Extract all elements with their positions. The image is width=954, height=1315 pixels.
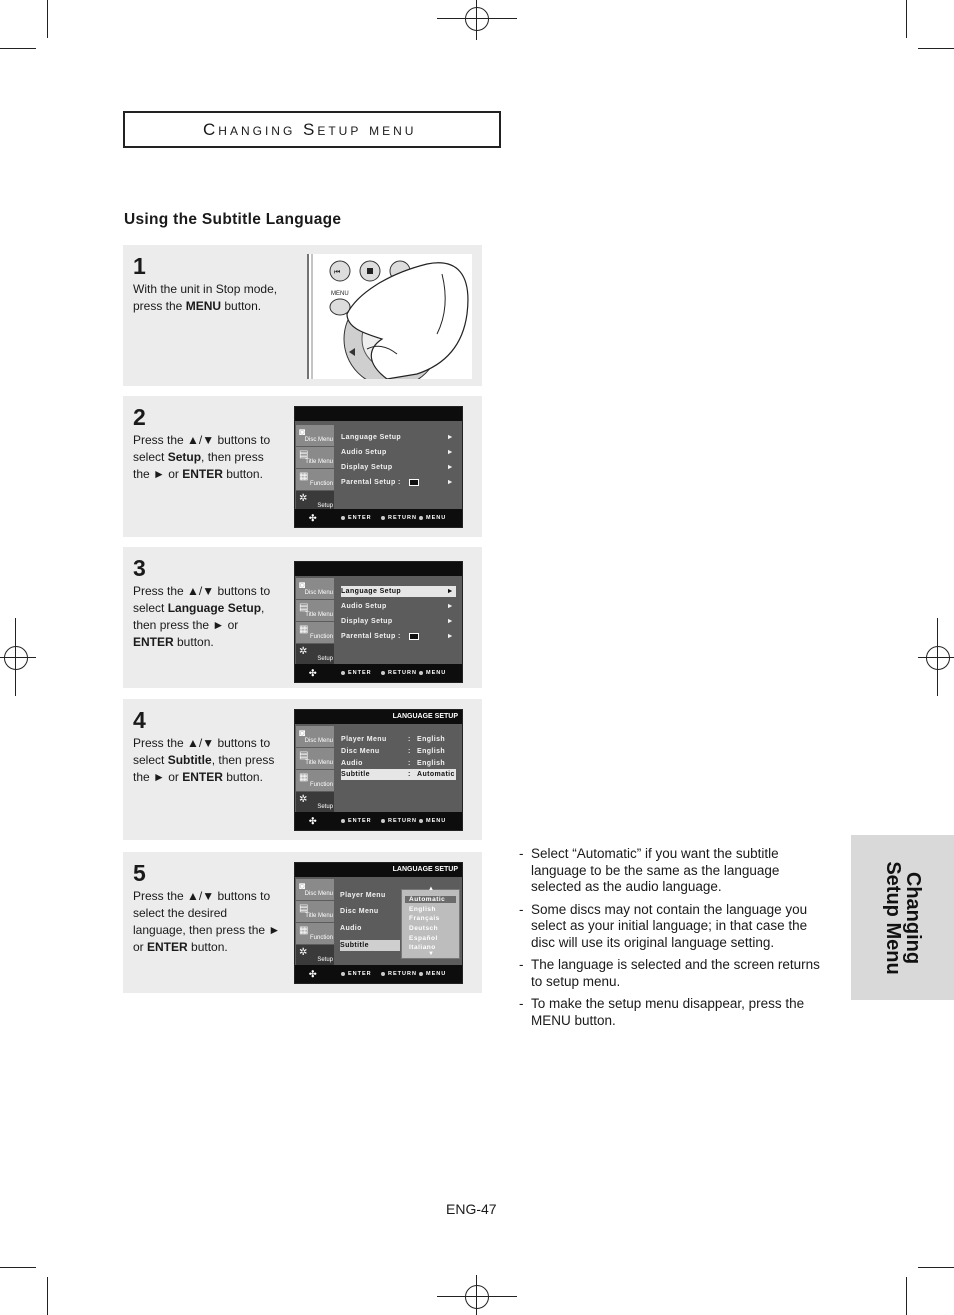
registration-mark: [4, 646, 28, 670]
crop-mark: [47, 0, 48, 38]
osd-bottom-bar: ✣ ENTER RETURN MENU: [295, 965, 462, 983]
osd-row-audio-setup: Audio Setup ►: [341, 449, 454, 456]
language-setup-screen: [294, 709, 463, 831]
crop-mark: [918, 48, 954, 49]
disc-icon: ◙: [299, 728, 306, 739]
crop-mark: [0, 1267, 36, 1268]
chapter-side-tab: [851, 835, 954, 1000]
function-icon: ▦: [299, 624, 309, 635]
step-instruction: Press the ▲/▼ buttons to select Subtitle, then press the ► or ENTER button.: [133, 736, 275, 784]
step-number: 5: [133, 860, 146, 886]
title-icon: ▤: [299, 750, 309, 761]
setup-menu-screen: [294, 561, 463, 683]
svg-text:MENU: MENU: [331, 291, 349, 297]
osd-title-bar: LANGUAGE SETUP: [295, 710, 462, 724]
osd-sidebar-title-menu: ▤ Title Menu: [296, 901, 334, 922]
osd-sidebar-title-menu: ▤ Title Menu: [296, 447, 334, 468]
svg-text:⏮: ⏮: [334, 269, 341, 276]
title-icon: ▤: [299, 602, 309, 613]
registration-mark: [15, 618, 16, 696]
osd-row-audio: Audio: [340, 925, 362, 932]
page-number: ENG-47: [446, 1201, 497, 1217]
nav-icon: ✣: [309, 969, 318, 979]
osd-row-subtitle: Subtitle: [340, 940, 400, 951]
step-number: 2: [133, 404, 146, 430]
step-4-panel: [123, 699, 482, 840]
nav-icon: ✣: [309, 668, 318, 678]
scroll-up-icon: ▲: [428, 886, 434, 892]
note-item: - To make the setup menu disappear, press the MENU button.: [519, 996, 805, 1028]
scroll-down-icon: ▼: [428, 951, 434, 957]
osd-row-language-setup: Language Setup ►: [341, 434, 454, 441]
osd-row-parental-setup: Parental Setup : ►: [341, 633, 454, 640]
crop-mark: [47, 1277, 48, 1315]
note-item: - Select “Automatic” if you want the subtitle language to be the same as the language selected as the audio language.: [519, 846, 780, 894]
notes-list: [519, 846, 827, 1035]
osd-sidebar-title-menu: ▤ Title Menu: [296, 748, 334, 769]
osd-row-language-setup: Language Setup ►: [341, 588, 454, 595]
remote-control-illustration: [307, 254, 472, 379]
language-option: Deutsch: [409, 925, 439, 932]
crop-mark: [0, 48, 36, 49]
osd-sidebar-title-menu: ▤ Title Menu: [296, 600, 334, 621]
chapter-side-tab-label: Changing Setup Menu: [881, 860, 924, 975]
osd-sidebar-setup: ✲ Setup: [296, 945, 334, 966]
step-5-panel: [123, 852, 482, 993]
nav-icon: ✣: [309, 513, 318, 523]
gear-icon: ✲: [299, 947, 308, 958]
note-item: - Some discs may not contain the language you select as your initial language; in that case the disc will use its original language setting.: [519, 901, 808, 950]
osd-sidebar-setup: ✲ Setup: [296, 491, 334, 512]
osd-row-display-setup: Display Setup ►: [341, 464, 454, 471]
osd-row-audio-setup: Audio Setup ►: [341, 603, 454, 610]
function-icon: ▦: [299, 925, 309, 936]
osd-sidebar-function: ▦ Function: [296, 923, 334, 944]
registration-mark: [476, 1275, 477, 1315]
registration-mark: [926, 646, 950, 670]
step-instruction: Press the ▲/▼ buttons to select the desired language, then press the ► or ENTER button.: [133, 889, 281, 954]
osd-sidebar-disc-menu: ◙ Disc Menu: [296, 578, 334, 599]
step-1-panel: [123, 245, 482, 386]
osd-row-subtitle: Subtitle : Automatic: [341, 771, 455, 778]
step-2-panel: [123, 396, 482, 537]
language-option: English: [409, 906, 436, 913]
osd-title-bar: [295, 562, 462, 576]
disc-icon: ◙: [299, 881, 306, 892]
osd-sidebar-setup: ✲ Setup: [296, 644, 334, 665]
gear-icon: ✲: [299, 646, 308, 657]
osd-sidebar-function: ▦ Function: [296, 770, 334, 791]
registration-mark: [937, 618, 938, 696]
step-instruction: With the unit in Stop mode, press the MENU button.: [133, 282, 278, 313]
osd-row-disc-menu: Disc Menu: [340, 908, 379, 915]
osd-bottom-bar: ✣ ENTER RETURN MENU: [295, 664, 462, 682]
osd-sidebar-function: ▦ Function: [296, 469, 334, 490]
page-title: Changing Setup menu: [123, 111, 501, 148]
registration-mark: [0, 657, 36, 658]
step-instruction: Press the ▲/▼ buttons to select Language Setup, then press the ► or ENTER button.: [133, 584, 271, 649]
osd-title-bar: [295, 407, 462, 421]
language-dropdown: [401, 886, 460, 959]
registration-mark: [437, 1296, 517, 1297]
osd-sidebar-disc-menu: ◙ Disc Menu: [296, 726, 334, 747]
osd-row-display-setup: Display Setup ►: [341, 618, 454, 625]
title-icon: ▤: [299, 903, 309, 914]
osd-sidebar-disc-menu: ◙ Disc Menu: [296, 425, 334, 446]
language-option: Automatic: [405, 896, 456, 903]
step-3-panel: [123, 547, 482, 688]
step-number: 1: [133, 253, 146, 279]
disc-icon: ◙: [299, 580, 306, 591]
registration-mark: [465, 1285, 489, 1309]
crop-mark: [918, 1267, 954, 1268]
gear-icon: ✲: [299, 794, 308, 805]
disc-icon: ◙: [299, 427, 306, 438]
crop-mark: [906, 0, 907, 38]
nav-icon: ✣: [309, 816, 318, 826]
osd-bottom-bar: ✣ ENTER RETURN MENU: [295, 812, 462, 830]
language-select-screen: [294, 862, 463, 984]
step-number: 3: [133, 555, 146, 581]
section-heading: Using the Subtitle Language: [124, 211, 342, 228]
language-option: Français: [409, 915, 440, 922]
setup-menu-screen: [294, 406, 463, 528]
function-icon: ▦: [299, 471, 309, 482]
registration-mark: [918, 657, 954, 658]
remote-hand-icon: [307, 254, 472, 379]
osd-row-audio: Audio : English: [341, 760, 446, 767]
language-option: Español: [409, 935, 438, 942]
note-item: - The language is selected and the screen returns to setup menu.: [519, 957, 820, 989]
osd-sidebar-setup: ✲ Setup: [296, 792, 334, 813]
step-instruction: Press the ▲/▼ buttons to select Setup, then press the ► or ENTER button.: [133, 433, 271, 481]
osd-row-disc-menu: Disc Menu : English: [341, 748, 446, 755]
lock-icon: [409, 633, 419, 640]
osd-row-parental-setup: Parental Setup : ►: [341, 479, 454, 486]
registration-mark: [437, 18, 517, 19]
osd-sidebar-function: ▦ Function: [296, 622, 334, 643]
step-number: 4: [133, 707, 146, 733]
function-icon: ▦: [299, 772, 309, 783]
registration-mark: [476, 0, 477, 40]
osd-bottom-bar: ✣ ENTER RETURN MENU: [295, 509, 462, 527]
lock-icon: [409, 479, 419, 486]
osd-title-bar: LANGUAGE SETUP: [295, 863, 462, 877]
registration-mark: [465, 7, 489, 31]
osd-row-player-menu: Player Menu: [340, 892, 386, 899]
title-icon: ▤: [299, 449, 309, 460]
osd-sidebar-disc-menu: ◙ Disc Menu: [296, 879, 334, 900]
crop-mark: [906, 1277, 907, 1315]
osd-row-player-menu: Player Menu : English: [341, 736, 446, 743]
gear-icon: ✲: [299, 493, 308, 504]
language-option: Italiano: [409, 944, 436, 951]
